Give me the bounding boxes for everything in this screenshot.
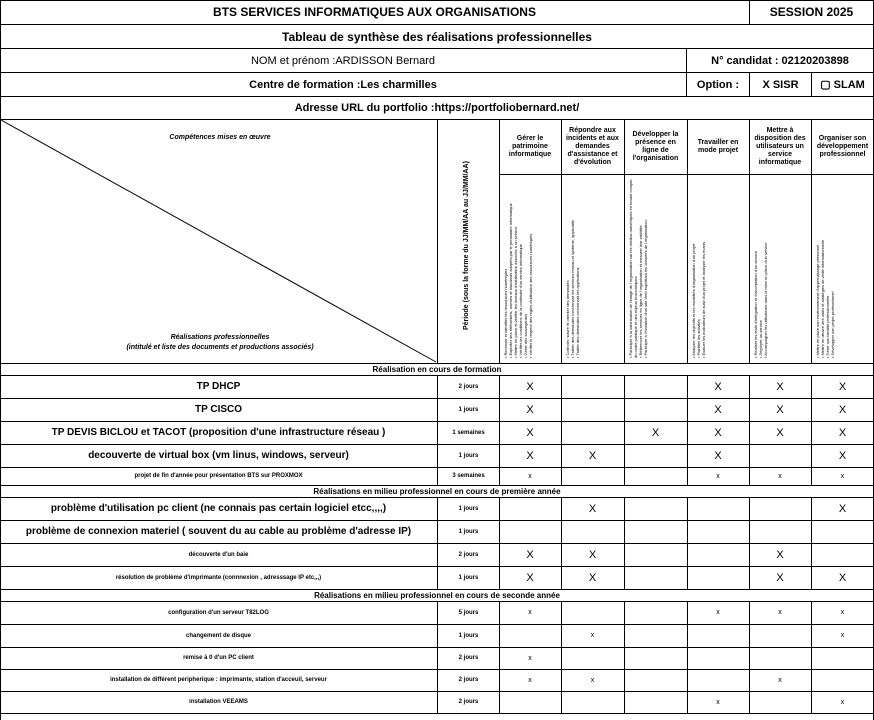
competence-mark[interactable]	[812, 647, 873, 669]
column-header: Travailler en mode projet	[697, 139, 739, 154]
detail-item: • Analyser les objectifs et les modalités d'organisation d'un projet	[691, 243, 696, 358]
option-sisr-checkbox[interactable]: X SISR	[762, 78, 799, 91]
row-label: installation VEEAMS	[189, 699, 248, 705]
competence-mark[interactable]: x	[840, 609, 845, 616]
row-label: TP CISCO	[194, 404, 243, 415]
competence-mark[interactable]	[562, 691, 623, 713]
column-header: Organiser son développement professionnel	[816, 135, 869, 158]
detail-item: • Traiter des demandes concernant les applications	[575, 267, 580, 358]
row-period: 3 semaines	[452, 473, 485, 479]
competence-mark[interactable]: X	[526, 571, 534, 584]
row-label: problème de connexion materiel ( souvent du au cable au problème d'adresse IP)	[25, 526, 412, 537]
detail-item: • Accompagner les utilisateurs dans la mise en place d'un service	[763, 242, 768, 358]
competence-mark[interactable]	[688, 520, 748, 543]
competence-mark[interactable]: x	[528, 654, 532, 662]
competence-mark[interactable]: X	[838, 426, 847, 439]
competence-mark[interactable]	[625, 375, 686, 398]
competence-mark[interactable]: X	[776, 548, 784, 561]
detail-item: • Déployer un service	[758, 320, 763, 358]
row-period: 1 jours	[458, 406, 479, 413]
column-details	[753, 176, 768, 358]
competence-mark[interactable]	[500, 624, 560, 647]
row-label: TP DHCP	[196, 381, 241, 392]
competence-mark[interactable]	[688, 647, 748, 669]
competence-mark[interactable]	[625, 467, 686, 485]
section-title: Réalisations en milieu professionnel en cours de première année	[313, 487, 561, 496]
column-details	[628, 176, 648, 358]
row-period: 5 jours	[458, 609, 479, 616]
detail-item: • Collecter, suivre et orienter des demandes	[565, 280, 570, 358]
competence-mark[interactable]	[625, 444, 686, 467]
detail-item: • Gérer des sauvegardes	[523, 313, 528, 358]
competence-mark[interactable]: x	[590, 632, 595, 639]
competence-mark[interactable]	[500, 497, 560, 520]
competence-mark[interactable]	[625, 647, 686, 669]
competence-mark[interactable]: x	[840, 632, 845, 639]
competence-mark[interactable]: x	[528, 472, 532, 480]
competence-mark[interactable]	[750, 647, 810, 669]
section-title: Réalisation en cours de formation	[372, 365, 502, 374]
column-details	[815, 176, 835, 358]
competence-mark[interactable]: x	[716, 472, 720, 480]
row-period: 1 jours	[458, 574, 479, 581]
detail-item: • Mettre en place son environnement d'apprentissage personnel	[815, 244, 820, 358]
row-period: 1 jours	[458, 528, 479, 535]
competence-mark[interactable]: x	[778, 609, 782, 616]
competence-mark[interactable]: x	[528, 676, 532, 684]
option-label: Option :	[696, 78, 740, 91]
row-label: changement de disque	[185, 632, 251, 639]
corner-diagonal	[0, 119, 437, 363]
detail-item: • Réaliser les tests d'intégration et d'acceptation d'un service	[753, 250, 758, 358]
document-title: BTS SERVICES INFORMATIQUES AUX ORGANISATIONS	[213, 5, 536, 19]
competence-mark[interactable]	[812, 520, 873, 543]
candidate-name	[0, 49, 686, 72]
session-label: SESSION 2025	[769, 5, 854, 19]
row-period: 1 jours	[458, 505, 479, 512]
row-period: 1 jours	[458, 632, 479, 639]
row-period: 2 jours	[458, 551, 479, 558]
competence-mark[interactable]: x	[778, 676, 782, 684]
competence-mark[interactable]: x	[716, 609, 720, 616]
row-period: 1 semaines	[452, 429, 485, 436]
competence-mark[interactable]	[562, 421, 623, 444]
detail-item: • Développer son projet professionnel	[830, 291, 835, 358]
row-label: TP DEVIS BICLOU et TACOT (proposition d'une infrastructure réseau )	[51, 427, 386, 438]
column-header: Mettre à disposition des utilisateurs un service informatique	[754, 127, 806, 166]
competence-mark[interactable]	[812, 543, 873, 566]
competence-mark[interactable]: X	[526, 548, 534, 561]
row-period: 2 jours	[458, 383, 479, 390]
competence-mark[interactable]	[750, 520, 810, 543]
competence-mark[interactable]	[688, 543, 748, 566]
competence-mark[interactable]	[625, 669, 686, 691]
competence-mark[interactable]: X	[714, 426, 722, 439]
competence-mark[interactable]: X	[588, 502, 597, 515]
competence-mark[interactable]	[688, 669, 748, 691]
period-header: Période (sous la forme du JJ/MM/AA au JJ/MM/AA)	[463, 161, 470, 330]
competence-mark[interactable]: X	[526, 426, 534, 439]
competence-mark[interactable]	[625, 520, 686, 543]
competence-mark[interactable]: X	[714, 380, 722, 393]
section-title: Réalisations en milieu professionnel en cours de seconde année	[314, 591, 560, 600]
detail-item: • Vérifier le respect des règles d'utilisation des ressources numériques	[528, 233, 533, 358]
realisations-sub-label: (intitulé et liste des documents et productions associés)	[126, 343, 314, 351]
competence-mark[interactable]: X	[838, 380, 847, 393]
competence-mark[interactable]: X	[776, 380, 784, 393]
competence-mark[interactable]: x	[840, 698, 845, 706]
row-period: 2 jours	[458, 655, 479, 661]
portfolio-url[interactable]: Adresse URL du portfolio :https://portfoliobernard.net/	[294, 102, 580, 114]
competence-mark[interactable]: X	[588, 571, 597, 584]
detail-item: • Mettre en place et vérifier les niveaux d'habilitation associés à un service	[513, 226, 518, 358]
detail-item: • Participer à l'évolution d'un site Web exploitant les données de l'organisation.	[643, 219, 648, 358]
competence-mark[interactable]	[625, 566, 686, 589]
competence-mark[interactable]: X	[838, 502, 847, 515]
competence-mark[interactable]: X	[526, 449, 534, 462]
competence-mark[interactable]	[562, 647, 623, 669]
column-header: Développer la présence en ligne de l'organisation	[632, 131, 679, 162]
candidate-number: N° candidat : 02120203898	[711, 54, 849, 67]
column-header: Gérer le patrimoine informatique	[508, 135, 552, 158]
competence-mark[interactable]	[688, 497, 748, 520]
competence-mark[interactable]: X	[714, 403, 722, 416]
row-period: 2 jours	[458, 677, 479, 683]
candidate-name-text: NOM et prénom :ARDISSON Bernard	[250, 54, 435, 67]
column-details	[565, 176, 580, 358]
detail-item: • Évaluer les indicateurs de suivi d'un projet et analyser les écarts	[701, 242, 706, 358]
competence-mark[interactable]: X	[776, 571, 784, 584]
competence-mark[interactable]: X	[651, 426, 660, 439]
competence-mark[interactable]: X	[714, 449, 722, 462]
detail-item: • Traiter des demandes concernant les services réseau et système, applicatifs	[570, 220, 575, 358]
detail-item: • Exploiter des référentiels, normes et standards adoptés par le prestataire informatique	[508, 203, 513, 358]
competence-mark[interactable]: X	[588, 449, 597, 462]
row-label: remise à 0 d'un PC client	[183, 655, 254, 661]
competence-mark[interactable]	[625, 691, 686, 713]
row-label: découverte d'un baie	[188, 551, 249, 558]
competence-mark[interactable]	[750, 624, 810, 647]
competence-mark[interactable]	[625, 543, 686, 566]
competence-mark[interactable]	[750, 691, 810, 713]
competence-mark[interactable]	[750, 497, 810, 520]
competence-mark[interactable]	[562, 375, 623, 398]
training-center: Centre de formation :Les charmilles	[249, 78, 437, 91]
column-header: Répondre aux incidents et aux demandes d'assistance et d'évolution	[566, 127, 619, 166]
detail-item: • Gérer son identité professionnelle	[825, 295, 830, 358]
realisations-label: Réalisations professionnelles	[170, 333, 270, 341]
competence-mark[interactable]: X	[526, 380, 534, 393]
table-subtitle: Tableau de synthèse des réalisations professionnelles	[282, 29, 592, 44]
competence-mark[interactable]	[562, 601, 623, 624]
competence-mark[interactable]	[562, 467, 623, 485]
competence-mark[interactable]	[625, 398, 686, 421]
detail-item: • Vérifier les conditions de la continuité d'un service informatique	[518, 243, 523, 358]
competence-mark[interactable]: X	[588, 548, 597, 561]
detail-item: • Planifier les activités	[696, 319, 701, 358]
competence-mark[interactable]: x	[840, 472, 845, 480]
competence-mark[interactable]	[625, 497, 686, 520]
row-period: 2 jours	[458, 699, 479, 705]
row-period: 1 jours	[458, 452, 479, 459]
row-label: configuration d'un serveur T82LOG	[168, 609, 269, 616]
competence-mark[interactable]: X	[776, 403, 784, 416]
competence-mark[interactable]: X	[838, 571, 847, 584]
detail-item: • Mettre en œuvre des outils et stratégies de veille informationnelle	[820, 239, 825, 358]
competence-mark[interactable]: X	[838, 403, 847, 416]
competence-mark[interactable]	[562, 398, 623, 421]
competence-mark[interactable]: x	[590, 676, 595, 684]
competence-mark[interactable]	[562, 520, 623, 543]
competence-mark[interactable]	[750, 444, 810, 467]
competence-mark[interactable]: x	[716, 698, 720, 706]
competence-mark[interactable]	[625, 601, 686, 624]
detail-item: • Participer à la valorisation de l'image de l'organisation sur les médias numériques en tenant compte du cadre juridique et des enjeux économiques	[628, 179, 638, 358]
competence-mark[interactable]: x	[778, 472, 782, 480]
competence-mark[interactable]: X	[526, 403, 534, 416]
row-label: résolution de problème d'imprimante (connnexion , adresssage IP etc,,,)	[115, 574, 322, 581]
competence-mark[interactable]	[625, 624, 686, 647]
row-label: decouverte de virtual box (vm linus, windows, serveur)	[88, 450, 349, 461]
competence-mark[interactable]	[688, 566, 748, 589]
competence-mark[interactable]	[500, 691, 560, 713]
competence-mark[interactable]: X	[838, 449, 847, 462]
column-details	[691, 176, 706, 358]
row-label: problème d'utilisation pc client (ne connais pas certain logiciel etcc,,,,)	[50, 503, 387, 514]
competence-mark[interactable]: X	[776, 426, 784, 439]
detail-item: • Référencer les services en ligne de l'organisation et mesurer leur visibilité	[638, 225, 643, 358]
column-details	[503, 176, 533, 358]
row-label: projet de fin d'année pour présentation BTS sur PROXMOX	[134, 473, 303, 479]
competence-mark[interactable]	[812, 669, 873, 691]
option-slam-checkbox[interactable]: ▢ SLAM	[820, 79, 865, 91]
detail-item: • Recenser et identifier les ressources numériques	[503, 268, 508, 358]
competence-mark[interactable]: x	[528, 609, 532, 616]
row-label: installation de différent peripherique : imprimante, station d'acceuil, serveur	[110, 677, 327, 683]
competence-mark[interactable]	[500, 520, 560, 543]
competences-label: Compétences mises en œuvre	[169, 133, 271, 141]
competence-mark[interactable]	[688, 624, 748, 647]
